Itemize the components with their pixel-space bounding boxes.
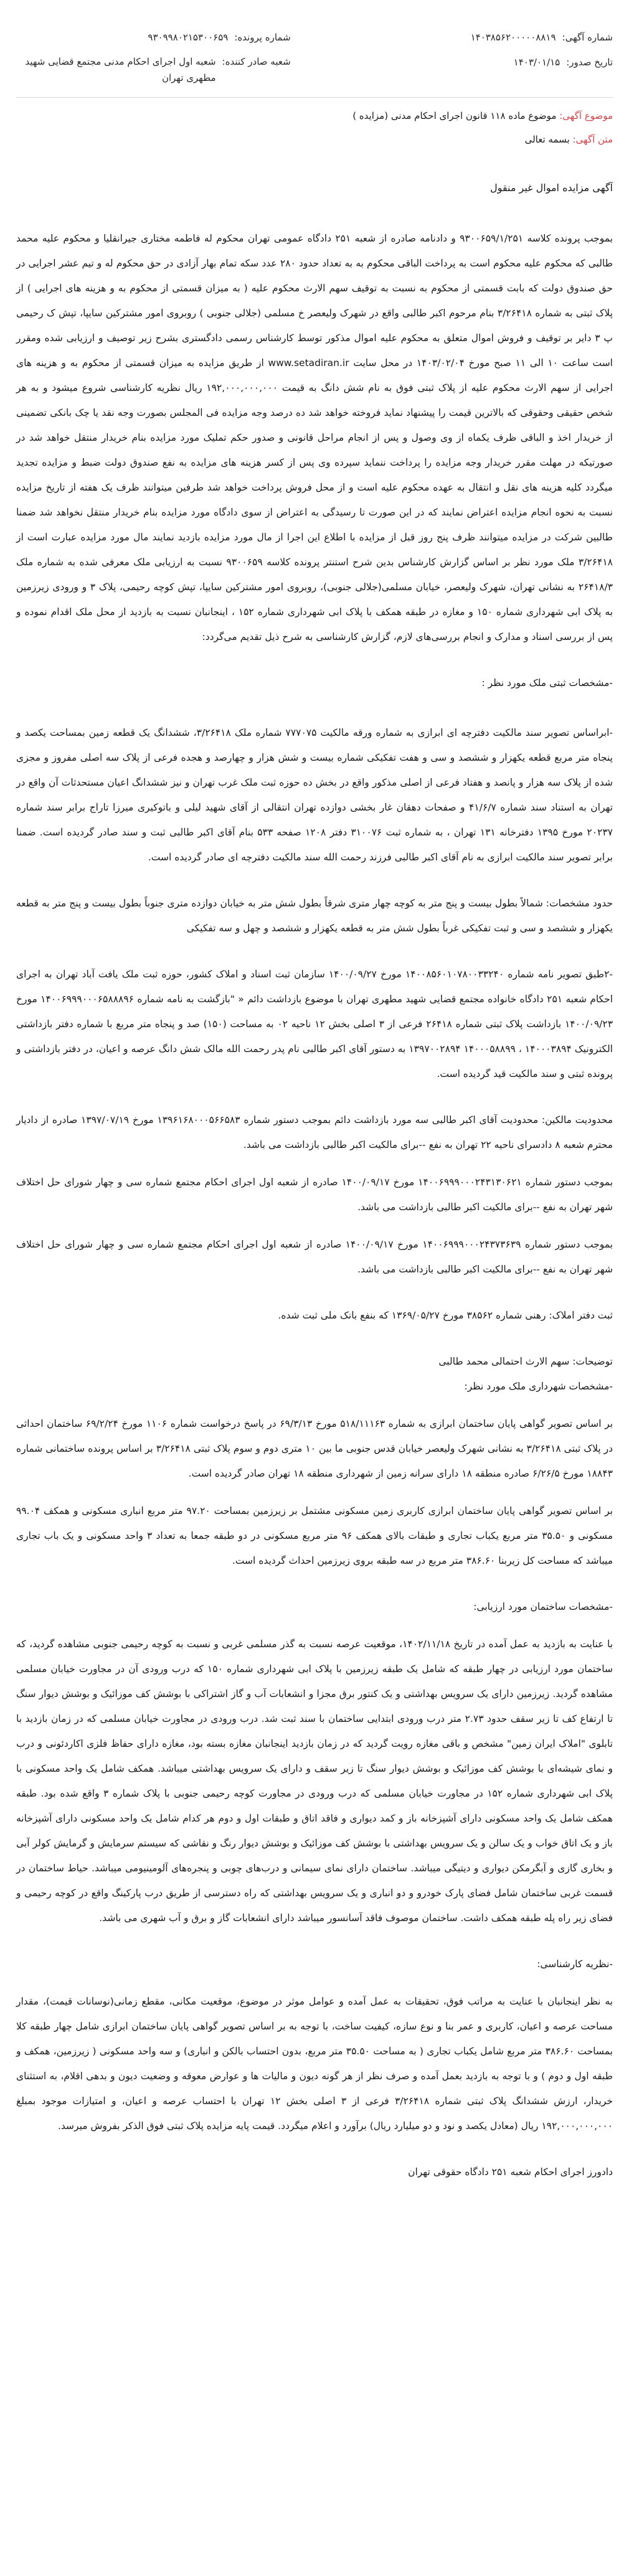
issuer-name: شعبه اول اجرای احکام مدنی مجتمع قضایی شهید مطهری تهران <box>25 56 216 83</box>
opinion-section <box>16 1952 613 2138</box>
building-paragraph: با عنایت به بازدید به عمل آمده در تاریخ ۱۴۰۲/۱۱/۱۸، موقعیت عرصه نسبت به گذر مسلمی غربی و نسبت به کوچه رحیمی جنوبی مشاهده گردید، که ساختمان مورد ارزیابی در چهار طبقه که شامل یک طبقه زیرزمین با پلاک ابی شهرداری شماره ۱۵۰ که درب ورودی آن در مجاورت خیابان مسلمی مشاهده گردید. زیرزمین دارای یک سرویس بهداشتی و یک کنتور برق مجزا و انشعابات آب و گاز اشتراکی با بوشش کف موزائیک و بوشش دیوار سنگ تا ارتفاع کف تا زیر سقف حدود ۲.۷۳ متر درب ورودی ابتدایی ساختمان با سند ثبت شد. درب ورودی در مجاورت خیابان مسلمی که در زمان بازدید با تابلوی "املاک ایران زمین" مشخص و باقی مغازه رویت گردید که در زمان بازدید اینجانبان مغازه بسته بود، مغازه دارای حفاظ فلزی اکاردئونی و درب و نمای شیشه‌ای با بوشش کف موزائیک و بوشش دیوار سنگ تا زیر سقف و دارای یک سرویس بهداشتی میباشد. همکف شامل یک واحد مسکونی با پلاک ابی شهرداری شماره ۱۵۲ در مجاورت خیابان مسلمی که درب ورودی در مجاورت کوچه رحیمی جنوبی با پلاک شماره ۳ واقع شده بود. طبقه همکف شامل یک واحد مسکونی دارای آشپزخانه باز و کمد دیواری و فاقد اتاق و طبقات اول و دوم هر کدام شامل یک واحد مسکونی دارای آشپزخانه باز و یک اتاق خواب و یک سالن و یک سرویس بهداشتی با بوشش کف موزائیک و بوشش دیوار رنگ و نقاشی که سیستم سرمایش و گرمایش کولر آبی و بخاری گازی و آبگرمکن دیواری و دیتیگی میباشد. ساختمان دارای نمای سیمانی و درب‌های چوبی و پنجره‌های آلومینیومی میباشد. حیاط ساختمان در قسمت غربی ساختمان شامل فضای پارک خودرو و دو انباری و یک سرویس بهداشتی که راه دسترسی از طریق درب پارکینگ واقع در کوچه رحیمی و فضای زیر راه پله طبقه همکف داشت. ساختمان موصوف فاقد آسانسور میباشد دارای انشعابات گاز و برق و آب شهری می باشد. <box>16 1638 613 1924</box>
attachment-section <box>16 962 613 1086</box>
letter-number-label: شماره پرونده: <box>234 32 291 43</box>
ad-number-row <box>338 25 613 50</box>
header-left-column <box>16 25 291 86</box>
ad-title: آگهی مزایده اموال غیر منقول <box>490 182 613 194</box>
bounds-paragraph: حدود مشخصات: شمالاً بطول بیست و پنج متر به کوچه چهار متری شرقاً بطول شش متر به خیابان دوازده متری جنوباً بطول بیست و پنج متر به قطعه یکهزار و ششصد و سی و ثبت تفکیکی غرباً بطول شش متر به قطعه یکهزار و ششصد و چهل و سه تفکیکی <box>16 898 613 934</box>
opinion-paragraph: به نظر اینجانبان با عنایت به مراتب فوق، تحقیقات به عمل آمده و عوامل موثر در موضوع، موقعیت مکانی، مقطع زمانی(نوسانات قیمت)، مقدار مساحت عرصه و اعیان، کاربری و عمر بنا و نوع سازه، کیفیت ساخت، با توجه به بر اساس تصویر گواهی پایان ساختمان ابرازی شامل چهار طبقه کلا بمساحت ۳۸۶.۶۰ متر مربع شامل یکباب تجاری ( به مساحت ۳۵.۵۰ متر مربع، بدون احتساب بالکن و انباری) و سه واحد مسکونی ( زیرزمین، همکف و طبقه اول و دوم ) و با توجه به بازدید بعمل آمده و صرف نظر از هر گونه دیون و مالیات ها و عوارض معوقه و وضعیت دیون و بدهی اقلام، به استثنای خریدار، ارزش ششدانگ پلاک ثبتی شماره ۳/۲۶۴۱۸ فرعی از ۳ اصلی بخش ۱۲ تهران با احتساب عرصه و اعیان، و امتیازات موجود بمبلغ ۱۹۲,۰۰۰,۰۰۰,۰۰۰ ریال (معادل یکصد و نود و دو میلیارد ریال) برآورد و اعلام میگردد. قیمت پایه مزایده پلاک ثبتی فوق الذکر بفروش میرسد. <box>16 1996 613 2132</box>
intro-section <box>16 226 613 649</box>
bounds-section <box>16 891 613 941</box>
notes-section <box>16 1349 613 1573</box>
restriction-paragraph-1: محدودیت مالکین: محدودیت آقای اکبر طالبی سه مورد بازداشت دائم بموجب دستور شماره ۱۳۹۶۱۶۸۰۰۰۵۶۶۵۸۳ مورخ ۱۳۹۷/۰۷/۱۹ صادره از دادیار محترم شعبه ۸ دادسرای ناحیه ۲۲ تهران به نفع --برای مالکیت اکبر طالبی بازداشت می باشد. <box>16 1114 613 1150</box>
issuer-label: شعبه صادر کننده: <box>222 56 291 67</box>
registration-paragraph: -ابراساس تصویر سند مالکیت دفترچه ای ابرازی به شماره ورقه مالکیت ۷۷۷۰۷۵ شماره ملک ۳/۲۶۴۱۸، ششدانگ یک قطعه زمین بمساحت یکصد و پنجاه متر مربع قطعه یکهزار و ششصد و سی و هفت تفکیکی شماره بیست و شش هزار و چهارصد و هجده فرعی از پلاک سه اصلی مفروز و مجزی شده از پلاک سه هزار و پانصد و هفتاد فرعی از اصلی مذکور واقع در بخش ده حوزه ثبت ملک غرب تهران و نیز ششدانگ اعیان مستحدثات آن واقع در تهران به استناد سند شماره ۴۱/۶/۷ و صفحات دهقان غار بخشی دوازده تهران انتقالی از آقای شهید لیلی و باتوکیری میرزا تاراج برابر سند شماره ۲۰۲۳۷ مورخ ۱۳۹۵ دفترخانه ۱۳۱ تهران ، به شماره ثبت ۳۱۰۰۷۶ دفتر ۱۲۰۸ صفحه ۵۳۳ بنام آقای اکبر طالبی ثبت و سند صادر گردیده است. ضمنا برابر تصویر سند مالکیت ابرازی به نام آقای اکبر طالبی فرزند رحمت الله سند مالکیت دفترچه ای صادر گردیده است. <box>16 727 613 863</box>
subject-row <box>16 104 613 128</box>
date-row <box>338 50 613 75</box>
header-right-column <box>338 25 613 86</box>
restrictions-section <box>16 1107 613 1282</box>
ad-meta <box>16 104 613 151</box>
ad-header <box>16 0 613 86</box>
letter-number-row <box>16 25 291 50</box>
building-heading: -مشخصات ساختمان مورد ارزیابی: <box>473 1601 613 1612</box>
mortgage-section <box>16 1303 613 1328</box>
attachment-paragraph: -۲طبق تصویر نامه شماره ۱۴۰۰۸۵۶۰۱۰۷۸۰۰۳۳۲۴۰ مورخ ۱۴۰۰/۰۹/۲۷ سازمان ثبت اسناد و املاک کشور، حوزه ثبت ملک یافت آباد تهران به اجرای احکام شعبه ۲۵۱ دادگاه خانواده مجتمع قضایی شهید مطهری تهران با موضوع بازداشت دائم « "بازگشت به نامه شماره ۱۴۰۰۶۹۹۹۰۰۰۶۵۸۸۸۹۶ مورخ ۱۴۰۰/۰۹/۲۳ بازداشت پلاک ثبتی شماره ۲۶۴۱۸ فرعی از ۳ اصلی بخش ۱۲ ناحیه ۰۲ به مساحت (۱۵۰) صد و پنجاه متر مربع با شماره دفتر بازداشتی الکترونیک ۱۴۰۰۰۳۸۹۴ ، ۱۴۰۰۰۵۸۸۹۹ ۱۳۹۷۰۰۲۸۹۴ به دستور آقای اکبر طالبی نام پدر رحمت الله مالک شش دانگ عرصه و اعیان، در دفتر بازداشتی و پرونده ثبتی و سند مالکیت قید گردیده است. <box>16 969 613 1079</box>
issuer-row <box>16 50 291 86</box>
header-divider <box>16 97 613 98</box>
registration-section <box>16 670 613 870</box>
signature-line: دادورز اجرای احکام شعبه ۲۵۱ دادگاه حقوقی تهران <box>408 2166 613 2178</box>
date-label: تاریخ صدور: <box>566 57 613 68</box>
registration-heading: -مشخصات ثبتی ملک مورد نظر : <box>481 677 613 689</box>
building-section <box>16 1594 613 1930</box>
text-label: متن آگهی: <box>572 134 613 145</box>
opinion-heading: -نظریه کارشناسی: <box>537 1958 613 1970</box>
subject-text: موضوع ماده ۱۱۸ قانون اجرای احکام مدنی (مزایده ) <box>352 110 557 121</box>
notes-heading: توضیحات: سهم الارث احتمالی محمد طالبی <box>438 1356 613 1367</box>
issue-date: ۱۴۰۳/۰۱/۱۵ <box>513 57 560 68</box>
restriction-paragraph-2: بموجب دستور شماره ۱۴۰۰۶۹۹۹۰۰۰۲۴۳۱۳۰۶۲۱ مورخ ۱۴۰۰/۰۹/۱۷ صادره از شعبه اول اجرای احکام مجتمع شماره سی و چهار شورای حل اختلاف شهر تهران به نفع --برای مالکیت اکبر طالبی بازداشت می باشد. <box>16 1177 613 1213</box>
municipal-paragraph-2: بر اساس تصویر گواهی پایان ساختمان ابرازی کاربری زمین مسکونی مشتمل بر زیرزمین بمساحت ۹۷.۲۰ متر مربع انباری مسکونی و همکف ۹۹.۰۴ مسکونی و ۳۵.۵۰ متر مربع یکباب تجاری و طبقات بالای همکف ۹۶ متر مربع مسکونی در دو طبقه جمعا به تعداد ۳ واحد مسکونی و یک باب تجاری میباشد که مساحت کل زیربنا ۳۸۶.۶۰ متر مربع در سه طبقه بروی زیرزمین احداث گردیده است. <box>16 1505 613 1566</box>
mortgage-paragraph: ثبت دفتر املاک: رهنی شماره ۳۸۵۶۲ مورخ ۱۳۶۹/۰۵/۲۷ که بنفع بانک ملی ثبت شده. <box>278 1310 613 1321</box>
text-start: بسمه تعالی <box>524 134 570 145</box>
subject-label: موضوع آگهی: <box>559 110 613 121</box>
signature-section <box>16 2160 613 2184</box>
text-row <box>16 128 613 151</box>
municipal-paragraph-1: بر اساس تصویر گواهی پایان ساختمان ابرازی به شماره ۵۱۸/۱۱۱۶۳ مورخ ۶۹/۳/۱۳ در پاسخ درخواست شماره ۱۱۰۶ مورخ ۶۹/۲/۲۴ ساختمان احداثی در پلاک ثبتی ۳/۲۶۴۱۸ به نشانی شهرک ولیعصر خیابان قدس جنوبی ما بین ۱۰ متری دوم و سوم پلاک ثبتی ۳/۲۶۴۱۸ بر اساس پرونده ساختمانی شماره ۱۸۸۴۳ مورخ ۶/۲۶/۵ صادره منطقه ۱۸ دارای سرانه زمین از شهرداری منطقه ۱۸ تهران صادر گردیده است. <box>16 1418 613 1479</box>
intro-paragraph: بموجب پرونده کلاسه ۹۳۰۰۶۵۹/۱/۲۵۱ و دادنامه صادره از شعبه ۲۵۱ دادگاه عمومی تهران محکوم له فاطمه مختاری جیرانقلیا و محکوم علیه محمد طالبی که محکوم علیه محکوم است به پرداخت الباقی محکوم به به تعداد حدود ۲۸۰ عدد سکه تمام بهار آزادی در حق محکوم له و تیم عشر اجرایی در حق صندوق دولت که بابت قسمتی از محکوم به نسبت به توقیف سهم الارث محکوم علیه ( به میزان قسمتی از محکوم به و هزینه های اجرایی ) از پلاک ثبتی به شماره ۳/۲۶۴۱۸ بنام مرحوم اکبر طالبی واقع در شهرک ولیعصر خ مسلمی (جلالی جنوبی ) روبروی امور مشترکین سایپا، تپش ک رحیمی پ ۳ دایر بر توقیف و فروش اموال متعلق به محکوم علیه اموال مذکور توسط کارشناس رسمی دادگستری بشرح زیر توصیف و ارزیابی شده ومقرر است ساعت ۱۰ الی ۱۱ صبح مورخ ۱۴۰۳/۰۲/۰۴ در محل سایت www.setadiran.ir از طریق مزایده به میزان قسمتی از محکوم به و هزینه های اجرایی از سهم الارث محکوم علیه از پلاک ثبتی فوق به نام شش دانگ به قیمت ۱۹۲,۰۰۰,۰۰۰,۰۰۰ ریال نظریه کارشناسی شروع میشود و به هر شخص حقیقی وحقوقی که بالاترین قیمت را پیشنهاد نماید فروخته خواهد شد ده درصد وجه مزایده فی المجلس بصورت وجه نقد یا چک بانکی تضمینی از خریدار اخذ و الباقی ظرف یکماه از وی وصول و پس از انجام مراحل قانونی و صدور حکم تملیک مورد مزایده بنام خریدار منتقل خواهد شد در صورتیکه در مهلت مقرر خریدار وجه مزایده را پرداخت ننماید سپرده وی پس از کسر هزینه های مزایده به نفع صندوق دولت ضبط و مزایده تجدید میگردد کلیه هزینه های نقل و انتقال به عهده محکوم علیه است و از محل فروش پرداخت خواهد شد طرفین میتوانند ظرف یک هفته از تاریخ مزایده نسبت به نحوه انجام مزایده اعتراض نمایند که در این صورت تا رسیدگی به اعتراض از سوی دادگاه مورد مزایده بنام خریدار منتقل نخواهد شد ضمنا طالبین شرکت در مزایده میتوانند ظرف پنج روز قبل از مزایده با اطلاع این اجرا از مال مورد مزایده بازدید نمایند مال مورد مزایده عبارت است از ۳/۲۶۴۱۸ ملک مورد نظر بر اساس گزارش کارشناس بدین شرح استنتر پرونده کلاسه ۹۳۰۰۶۵۹ نسبت به ارزیابی ملک معرفی شده به شماره ملک ۲۶۴۱۸/۳ به نشانی تهران، شهرک ولیعصر، خیابان مسلمی(جلالی جنوبی)، روبروی امور مشترکین سایپا، تپش کوچه رحیمی، پلاک ۳ و ورودی زیرزمین به پلاک ابی شهرداری شماره ۱۵۰ و مغازه در طبقه همکف با پلاک ابی شهرداری شماره ۱۵۲ ، اینجانبان نسبت به بازدید از محل ملک اقدام نموده و پس از بررسی اسناد و مدارک و انجام بررسی‌های لازم، گزارش کارشناسی به شرح ذیل تقدیم می‌گردد: <box>16 233 613 642</box>
letter-number: ۹۳۰۹۹۸۰۲۱۵۳۰۰۶۵۹ <box>148 32 229 43</box>
municipal-heading: -مشخصات شهرداری ملک مورد نظر: <box>464 1381 613 1392</box>
ad-number-label: شماره آگهی: <box>562 32 613 43</box>
restriction-paragraph-3: بموجب دستور شماره ۱۴۰۰۶۹۹۹۰۰۰۲۴۳۷۳۶۳۹ مورخ ۱۴۰۰/۰۹/۱۷ صادره از شعبه اول اجرای احکام مجتمع شماره سی و چهار شورای حل اختلاف شهر تهران به نفع --برای مالکیت اکبر طالبی بازداشت می باشد. <box>16 1239 613 1275</box>
ad-number: ۱۴۰۳۸۵۶۲۰۰۰۰۰۸۸۱۹ <box>470 32 556 43</box>
